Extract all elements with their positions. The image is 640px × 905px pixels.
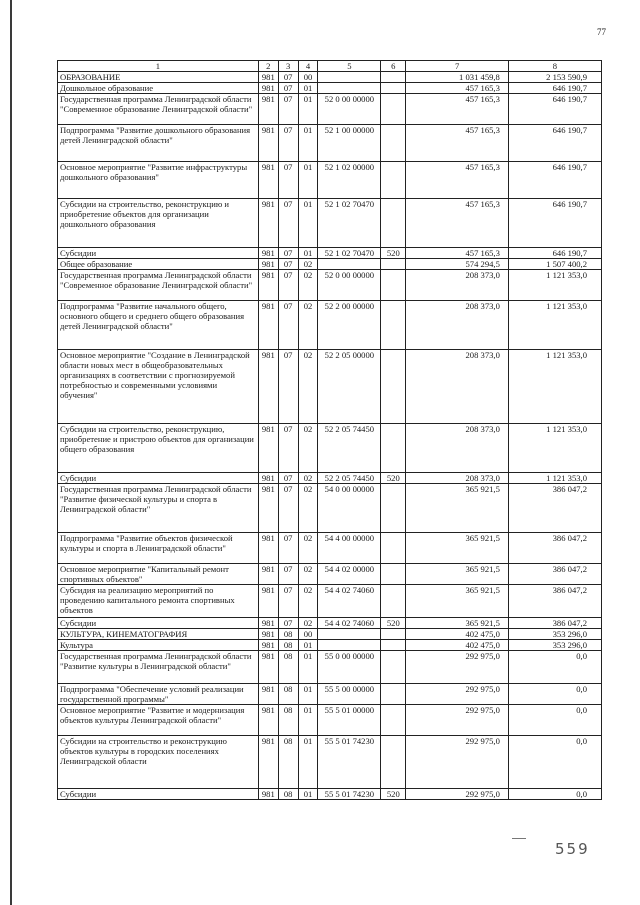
amount-year1-cell: 365 921,5 [406,484,509,533]
amount-year1-cell: 292 975,0 [406,705,509,736]
grbs-code-cell: 981 [258,564,278,585]
table-row [58,248,602,259]
amount-year1-cell: 365 921,5 [406,585,509,618]
expense-type-cell [381,684,406,705]
row-name-cell: Подпрограмма "Обеспечение условий реализации государственной программы" [58,684,259,705]
subsection-code-cell: 01 [298,199,318,248]
grbs-code-cell: 981 [258,424,278,473]
amount-year2-cell: 646 190,7 [508,162,601,199]
amount-year1-cell: 208 373,0 [406,424,509,473]
target-item-code-cell [318,83,381,94]
amount-year1-cell: 208 373,0 [406,270,509,301]
target-item-code-cell: 55 0 00 00000 [318,651,381,684]
subsection-code-cell: 02 [298,618,318,629]
amount-year2-cell: 1 121 353,0 [508,473,601,484]
section-code-cell: 07 [278,484,298,533]
amount-year2-cell: 2 153 590,9 [508,72,601,83]
subsection-code-cell: 01 [298,94,318,125]
amount-year1-cell: 208 373,0 [406,301,509,350]
amount-year2-cell: 0,0 [508,651,601,684]
target-item-code-cell: 52 1 02 70470 [318,199,381,248]
grbs-code-cell: 981 [258,350,278,424]
header-cell: 7 [406,61,509,72]
section-code-cell: 07 [278,301,298,350]
target-item-code-cell: 54 4 02 00000 [318,564,381,585]
table-row [58,684,602,705]
row-name-cell: Субсидии [58,789,259,800]
expense-type-cell [381,259,406,270]
grbs-code-cell: 981 [258,301,278,350]
expense-type-cell [381,585,406,618]
amount-year1-cell: 402 475,0 [406,629,509,640]
page-edge-line [10,0,12,905]
row-name-cell: Государственная программа Ленинградской области "Развитие физической культуры и спорта в Ленинградской области" [58,484,259,533]
expense-type-cell [381,484,406,533]
target-item-code-cell: 52 2 05 74450 [318,424,381,473]
grbs-code-cell: 981 [258,162,278,199]
table-row [58,651,602,684]
section-code-cell: 07 [278,83,298,94]
amount-year1-cell: 292 975,0 [406,789,509,800]
grbs-code-cell: 981 [258,199,278,248]
amount-year2-cell: 646 190,7 [508,94,601,125]
subsection-code-cell: 02 [298,484,318,533]
row-name-cell: Подпрограмма "Развитие объектов физической культуры и спорта в Ленинградской области" [58,533,259,564]
amount-year1-cell: 1 031 459,8 [406,72,509,83]
row-name-cell: Подпрограмма "Развитие начального общего, основного общего и среднего общего образования детей Ленинградской области" [58,301,259,350]
target-item-code-cell: 52 1 02 70470 [318,248,381,259]
expense-type-cell [381,564,406,585]
grbs-code-cell: 981 [258,629,278,640]
grbs-code-cell: 981 [258,473,278,484]
section-code-cell: 07 [278,473,298,484]
amount-year1-cell: 365 921,5 [406,564,509,585]
expense-type-cell [381,629,406,640]
table-row [58,270,602,301]
amount-year2-cell: 386 047,2 [508,484,601,533]
amount-year1-cell: 365 921,5 [406,618,509,629]
page-number: 77 [597,27,606,37]
expense-type-cell [381,199,406,248]
amount-year1-cell: 457 165,3 [406,94,509,125]
expense-type-cell: 520 [381,618,406,629]
section-code-cell: 07 [278,162,298,199]
target-item-code-cell: 55 5 01 74230 [318,789,381,800]
row-name-cell: Дошкольное образование [58,83,259,94]
expense-type-cell [381,651,406,684]
amount-year2-cell: 1 121 353,0 [508,424,601,473]
target-item-code-cell: 52 0 00 00000 [318,94,381,125]
row-name-cell: Государственная программа Ленинградской области "Современное образование Ленинградской области" [58,94,259,125]
target-item-code-cell: 52 2 05 74450 [318,473,381,484]
grbs-code-cell: 981 [258,83,278,94]
amount-year2-cell: 0,0 [508,705,601,736]
grbs-code-cell: 981 [258,125,278,162]
section-code-cell: 07 [278,585,298,618]
row-name-cell: Субсидии на строительство, реконструкцию и приобретение объектов для организации дошкольного образования [58,199,259,248]
row-name-cell: Основное мероприятие "Создание в Ленинградской области новых мест в общеобразовательных организациях в соответствии с прогнозируемой потребностью и современными условиями обучения" [58,350,259,424]
subsection-code-cell: 02 [298,270,318,301]
target-item-code-cell: 54 4 00 00000 [318,533,381,564]
grbs-code-cell: 981 [258,248,278,259]
target-item-code-cell: 54 0 00 00000 [318,484,381,533]
expense-type-cell: 520 [381,473,406,484]
amount-year2-cell: 646 190,7 [508,199,601,248]
subsection-code-cell: 01 [298,736,318,789]
row-name-cell: Основное мероприятие "Капитальный ремонт спортивных объектов" [58,564,259,585]
target-item-code-cell [318,629,381,640]
subsection-code-cell: 01 [298,83,318,94]
expense-type-cell [381,270,406,301]
table-row [58,484,602,533]
table-row [58,259,602,270]
subsection-code-cell: 01 [298,640,318,651]
row-name-cell: Государственная программа Ленинградской области "Современное образование Ленинградской области" [58,270,259,301]
target-item-code-cell: 52 2 05 00000 [318,350,381,424]
header-cell: 4 [298,61,318,72]
table-row [58,533,602,564]
row-name-cell: Культура [58,640,259,651]
header-cell: 5 [318,61,381,72]
amount-year2-cell: 1 121 353,0 [508,350,601,424]
expense-type-cell [381,125,406,162]
target-item-code-cell: 52 1 00 00000 [318,125,381,162]
table-row [58,618,602,629]
row-name-cell: КУЛЬТУРА, КИНЕМАТОГРАФИЯ [58,629,259,640]
amount-year1-cell: 457 165,3 [406,125,509,162]
table-row [58,125,602,162]
header-cell: 2 [258,61,278,72]
grbs-code-cell: 981 [258,789,278,800]
section-code-cell: 07 [278,199,298,248]
amount-year1-cell: 457 165,3 [406,199,509,248]
target-item-code-cell [318,72,381,83]
section-code-cell: 08 [278,640,298,651]
table-row [58,473,602,484]
section-code-cell: 08 [278,705,298,736]
row-name-cell: Основное мероприятие "Развитие и модернизация объектов культуры Ленинградской области" [58,705,259,736]
row-name-cell: Субсидии на строительство, реконструкцию, приобретение и пристрою объектов для организации общего образования [58,424,259,473]
margin-dash [512,838,526,839]
subsection-code-cell: 01 [298,248,318,259]
expense-type-cell [381,94,406,125]
grbs-code-cell: 981 [258,618,278,629]
grbs-code-cell: 981 [258,72,278,83]
table-row [58,736,602,789]
expense-type-cell [381,424,406,473]
target-item-code-cell: 52 1 02 00000 [318,162,381,199]
amount-year1-cell: 292 975,0 [406,651,509,684]
header-cell: 1 [58,61,259,72]
amount-year1-cell: 292 975,0 [406,684,509,705]
table-row [58,629,602,640]
target-item-code-cell: 55 5 01 00000 [318,705,381,736]
section-code-cell: 08 [278,789,298,800]
amount-year1-cell: 457 165,3 [406,162,509,199]
amount-year2-cell: 353 296,0 [508,629,601,640]
amount-year2-cell: 386 047,2 [508,585,601,618]
target-item-code-cell [318,259,381,270]
amount-year1-cell: 457 165,3 [406,248,509,259]
section-code-cell: 08 [278,736,298,789]
section-code-cell: 07 [278,618,298,629]
row-name-cell: ОБРАЗОВАНИЕ [58,72,259,83]
table-row [58,585,602,618]
subsection-code-cell: 02 [298,585,318,618]
row-name-cell: Общее образование [58,259,259,270]
subsection-code-cell: 02 [298,259,318,270]
subsection-code-cell: 01 [298,705,318,736]
subsection-code-cell: 02 [298,473,318,484]
section-code-cell: 07 [278,94,298,125]
table-row [58,350,602,424]
section-code-cell: 08 [278,629,298,640]
grbs-code-cell: 981 [258,585,278,618]
grbs-code-cell: 981 [258,651,278,684]
expense-type-cell: 520 [381,248,406,259]
header-cell: 8 [508,61,601,72]
amount-year1-cell: 402 475,0 [406,640,509,651]
subsection-code-cell: 02 [298,533,318,564]
subsection-code-cell: 02 [298,301,318,350]
row-name-cell: Субсидии [58,473,259,484]
amount-year2-cell: 646 190,7 [508,125,601,162]
amount-year1-cell: 457 165,3 [406,83,509,94]
amount-year1-cell: 208 373,0 [406,350,509,424]
budget-table [57,60,602,800]
expense-type-cell [381,533,406,564]
target-item-code-cell: 55 5 00 00000 [318,684,381,705]
table-row [58,564,602,585]
section-code-cell: 08 [278,651,298,684]
amount-year2-cell: 353 296,0 [508,640,601,651]
section-code-cell: 07 [278,125,298,162]
amount-year2-cell: 646 190,7 [508,248,601,259]
expense-type-cell [381,705,406,736]
row-name-cell: Субсидии [58,248,259,259]
section-code-cell: 07 [278,270,298,301]
table-row [58,640,602,651]
grbs-code-cell: 981 [258,94,278,125]
table-row [58,301,602,350]
section-code-cell: 07 [278,564,298,585]
expense-type-cell [381,72,406,83]
expense-type-cell [381,162,406,199]
section-code-cell: 07 [278,350,298,424]
header-cell: 3 [278,61,298,72]
amount-year1-cell: 208 373,0 [406,473,509,484]
expense-type-cell [381,83,406,94]
section-code-cell: 08 [278,684,298,705]
expense-type-cell [381,301,406,350]
subsection-code-cell: 01 [298,789,318,800]
subsection-code-cell: 01 [298,684,318,705]
amount-year2-cell: 0,0 [508,736,601,789]
grbs-code-cell: 981 [258,705,278,736]
subsection-code-cell: 02 [298,350,318,424]
grbs-code-cell: 981 [258,640,278,651]
row-name-cell: Субсидии на строительство и реконструкцию объектов культуры в городских поселениях Ленинградской области [58,736,259,789]
target-item-code-cell: 52 2 00 00000 [318,301,381,350]
subsection-code-cell: 01 [298,162,318,199]
expense-type-cell [381,350,406,424]
subsection-code-cell: 00 [298,72,318,83]
table-header-row [58,61,602,72]
target-item-code-cell: 54 4 02 74060 [318,585,381,618]
expense-type-cell: 520 [381,789,406,800]
amount-year2-cell: 1 121 353,0 [508,270,601,301]
section-code-cell: 07 [278,248,298,259]
section-code-cell: 07 [278,72,298,83]
subsection-code-cell: 01 [298,651,318,684]
expense-type-cell [381,736,406,789]
amount-year2-cell: 386 047,2 [508,618,601,629]
section-code-cell: 07 [278,259,298,270]
expense-type-cell [381,640,406,651]
row-name-cell: Субсидии [58,618,259,629]
amount-year2-cell: 646 190,7 [508,83,601,94]
grbs-code-cell: 981 [258,736,278,789]
amount-year1-cell: 574 294,5 [406,259,509,270]
header-cell: 6 [381,61,406,72]
target-item-code-cell [318,640,381,651]
grbs-code-cell: 981 [258,533,278,564]
subsection-code-cell: 00 [298,629,318,640]
row-name-cell: Основное мероприятие "Развитие инфраструктуры дошкольного образования" [58,162,259,199]
amount-year2-cell: 0,0 [508,789,601,800]
table-row [58,705,602,736]
page-stamp: 559 [555,840,590,858]
table-row [58,162,602,199]
row-name-cell: Подпрограмма "Развитие дошкольного образования детей Ленинградской области" [58,125,259,162]
target-item-code-cell: 55 5 01 74230 [318,736,381,789]
target-item-code-cell: 54 4 02 74060 [318,618,381,629]
table-row [58,789,602,800]
table-row [58,83,602,94]
grbs-code-cell: 981 [258,484,278,533]
subsection-code-cell: 02 [298,424,318,473]
table-row [58,424,602,473]
row-name-cell: Государственная программа Ленинградской области "Развитие культуры в Ленинградской области" [58,651,259,684]
grbs-code-cell: 981 [258,684,278,705]
grbs-code-cell: 981 [258,270,278,301]
section-code-cell: 07 [278,533,298,564]
amount-year2-cell: 386 047,2 [508,564,601,585]
amount-year2-cell: 1 121 353,0 [508,301,601,350]
grbs-code-cell: 981 [258,259,278,270]
amount-year2-cell: 0,0 [508,684,601,705]
target-item-code-cell: 52 0 00 00000 [318,270,381,301]
table-row [58,199,602,248]
row-name-cell: Субсидия на реализацию мероприятий по проведению капитального ремонта спортивных объектов [58,585,259,618]
amount-year1-cell: 292 975,0 [406,736,509,789]
table-row [58,94,602,125]
amount-year2-cell: 1 507 400,2 [508,259,601,270]
table-row [58,72,602,83]
section-code-cell: 07 [278,424,298,473]
amount-year1-cell: 365 921,5 [406,533,509,564]
subsection-code-cell: 02 [298,564,318,585]
subsection-code-cell: 01 [298,125,318,162]
amount-year2-cell: 386 047,2 [508,533,601,564]
